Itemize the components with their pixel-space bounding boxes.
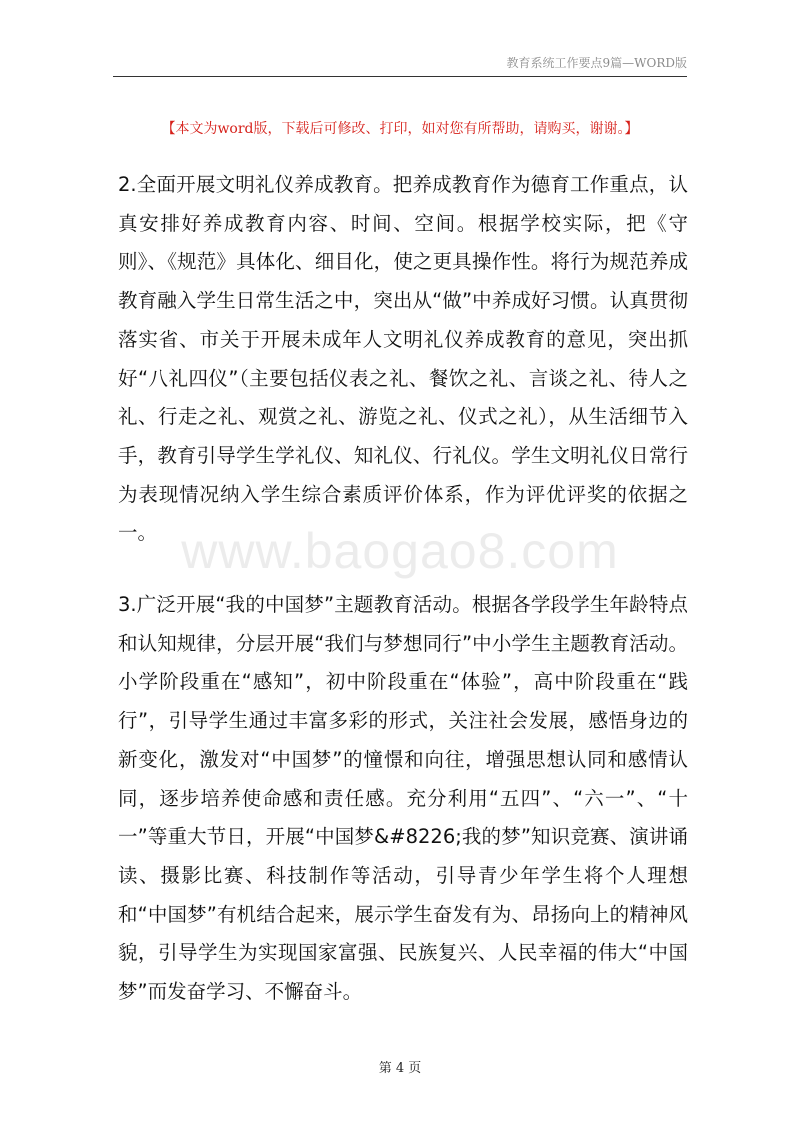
paragraph-china-dream-education: 3.广泛开展“我的中国梦”主题教育活动。根据各学段学生年龄特点和认知规律，分层开展“我们与梦想同行”中小学生主题教育活动。小学阶段重在“感知”，初中阶段重在“体验”，高中阶段重在“践行”，引导学生通过丰富多彩的形式，关注社会发展，感悟身边的新变化，激发对“中国梦”的憧憬和向往，增强思想认同和感情认同，逐步培养使命感和责任感。充分利用“五四”、“六一”、“十一”等重大节日，开展“中国梦&#8226;我的梦”知识竞赛、演讲诵读、摄影比赛、科技制作等活动，引导青少年学生将个人理想和“中国梦”有机结合起来，展示学生奋发有为、昂扬向上的精神风貌，引导学生为实现国家富强、民族复兴、人民幸福的伟大“中国梦”而发奋学习、不懈奋斗。 (118, 593, 688, 1004)
download-notice: 【本文为word版，下载后可修改、打印，如对您有所帮助，请购买，谢谢。】 (161, 121, 639, 137)
page-header (113, 52, 687, 77)
watermark: www.baogao8.com (181, 523, 619, 579)
document-title: 教育系统工作要点9篇—WORD版 (506, 56, 687, 70)
paragraph-etiquette-education: 2.全面开展文明礼仪养成教育。把养成教育作为德育工作重点，认真安排好养成教育内容、时间、空间。根据学校实际，把《守则》、《规范》具体化、细目化，使之更具操作性。将行为规范养成教育融入学生日常生活之中，突出从“做”中养成好习惯。认真贯彻落实省、市关于开展未成年人文明礼仪养成教育的意见，突出抓好“八礼四仪”（主要包括仪表之礼、餐饮之礼、言谈之礼、待人之礼、行走之礼、观赏之礼、游览之礼、仪式之礼），从生活细节入手，教育引导学生学礼仪、知礼仪、行礼仪。学生文明礼仪日常行为表现情况纳入学生综合素质评价体系，作为评优评奖的依据之一。 (118, 173, 688, 545)
page-number: 第 4 页 (378, 1061, 422, 1076)
